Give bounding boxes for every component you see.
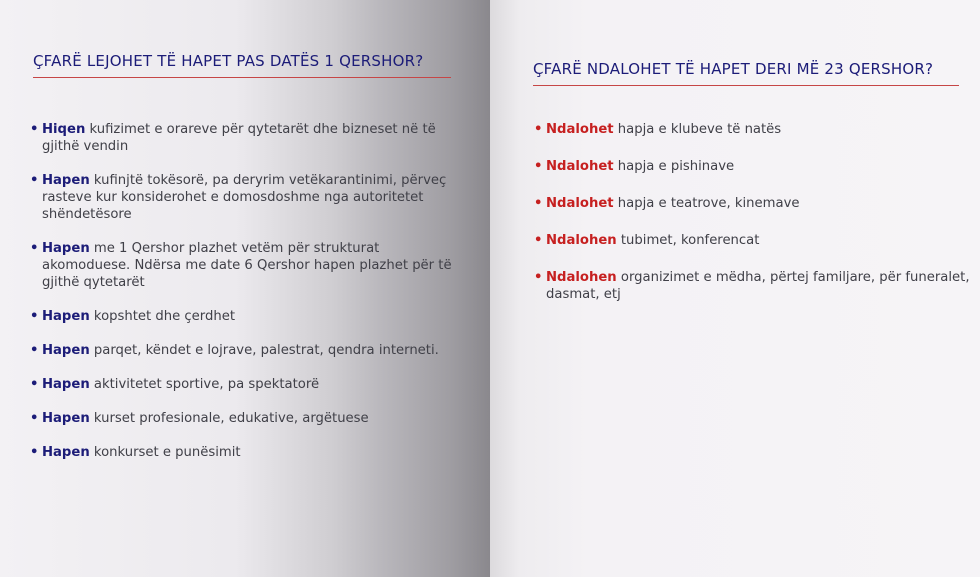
item-keyword: Ndalohet (546, 122, 614, 137)
item-text: hapja e pishinave (613, 159, 735, 174)
item-keyword: Ndalohen (546, 233, 617, 248)
list-item (30, 240, 470, 291)
item-text: kopshtet dhe çerdhet (89, 309, 235, 324)
bullet-icon: • (534, 196, 543, 211)
right-heading: ÇFARË NDALOHET TË HAPET DERI MË 23 QERSHOR? (533, 60, 934, 78)
item-keyword: Ndalohet (546, 159, 614, 174)
right-page (490, 0, 980, 577)
item-keyword: Hapen (42, 445, 90, 460)
bullet-icon: • (30, 122, 39, 137)
item-text: hapja e teatrove, kinemave (613, 196, 800, 211)
item-text: tubimet, konferencat (616, 233, 760, 248)
prohibited-list (534, 121, 974, 323)
list-item (30, 308, 470, 325)
item-text: kufizimet e orareve për qytetarët dhe bizneset në të gjithë vendin (42, 122, 436, 154)
bullet-icon: • (30, 377, 39, 392)
item-keyword: Hapen (42, 241, 90, 256)
list-item (30, 376, 470, 393)
item-text: kurset profesionale, edukative, argëtuese (89, 411, 369, 426)
bullet-icon: • (534, 270, 543, 285)
list-item (30, 410, 470, 427)
list-item (30, 444, 470, 461)
item-text: me 1 Qershor plazhet vetëm për strukturat akomoduese. Ndërsa me date 6 Qershor hapen plazhet për të gjithë qytetarët (42, 241, 452, 290)
allowed-list (30, 121, 470, 478)
right-heading-underline (533, 85, 959, 86)
item-keyword: Hapen (42, 411, 90, 426)
bullet-icon: • (30, 445, 39, 460)
item-keyword: Hiqen (42, 122, 86, 137)
item-text: konkurset e punësimit (89, 445, 241, 460)
left-heading-underline (33, 77, 451, 78)
bullet-icon: • (30, 173, 39, 188)
item-text: hapja e klubeve të natës (613, 122, 782, 137)
list-item (534, 195, 974, 212)
bullet-icon: • (534, 233, 543, 248)
bullet-icon: • (30, 411, 39, 426)
bullet-icon: • (534, 122, 543, 137)
item-text: parqet, këndet e lojrave, palestrat, qendra interneti. (89, 343, 439, 358)
item-text: kufinjtë tokësorë, pa deryrim vetëkarantinimi, përveç rasteve kur konsiderohet e domosdoshme nga autoritetet shëndetësore (42, 173, 447, 222)
item-keyword: Ndalohen (546, 270, 617, 285)
item-text: aktivitetet sportive, pa spektatorë (89, 377, 320, 392)
list-item (534, 232, 974, 249)
item-keyword: Hapen (42, 309, 90, 324)
list-item (534, 121, 974, 138)
bullet-icon: • (30, 309, 39, 324)
item-text: organizimet e mëdha, përtej familjare, për funeralet, dasmat, etj (546, 270, 970, 302)
bullet-icon: • (30, 241, 39, 256)
item-keyword: Hapen (42, 377, 90, 392)
list-item (30, 342, 470, 359)
bullet-icon: • (534, 159, 543, 174)
item-keyword: Hapen (42, 173, 90, 188)
left-heading: ÇFARË LEJOHET TË HAPET PAS DATËS 1 QERSHOR? (33, 52, 424, 70)
list-item (30, 121, 470, 155)
list-item (534, 158, 974, 175)
bullet-icon: • (30, 343, 39, 358)
list-item (534, 269, 974, 303)
list-item (30, 172, 470, 223)
item-keyword: Hapen (42, 343, 90, 358)
item-keyword: Ndalohet (546, 196, 614, 211)
